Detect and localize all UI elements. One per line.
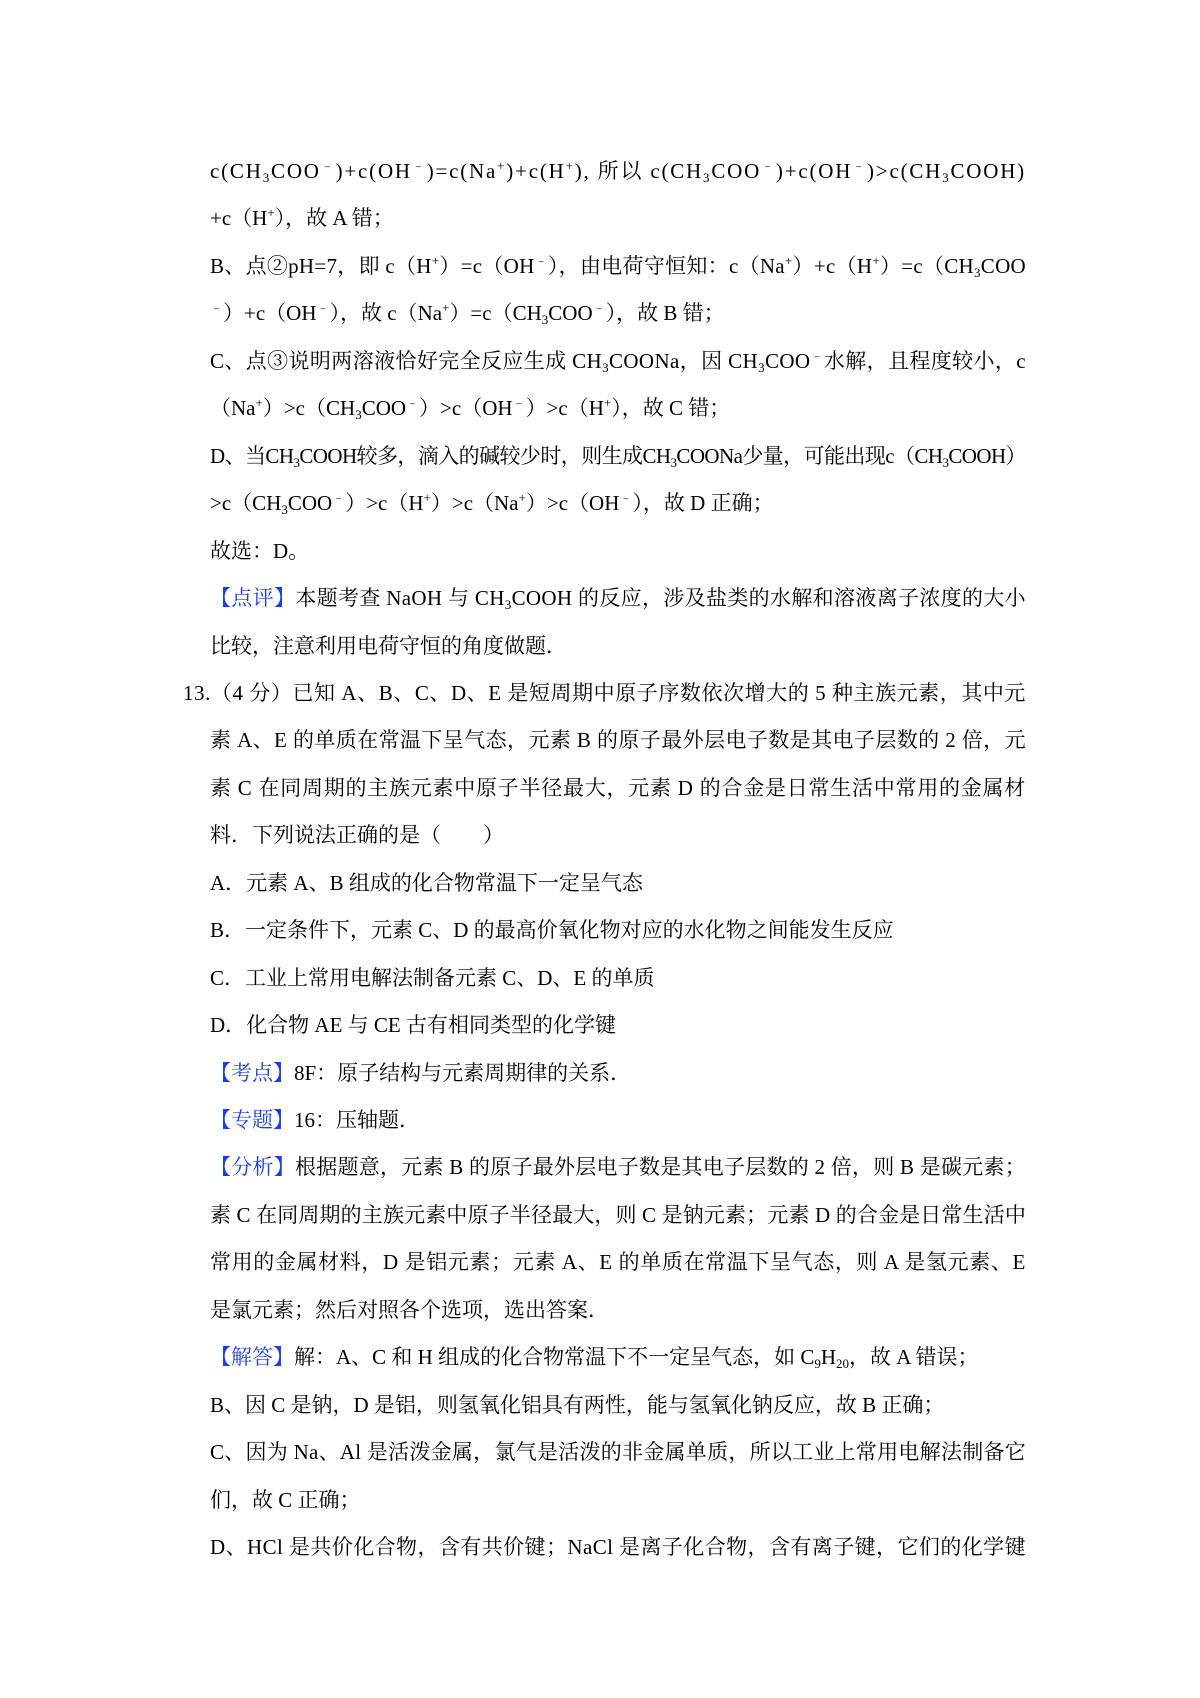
text-line [210, 631, 1026, 661]
text-run: ）>c（OH [419, 396, 513, 421]
text-run: D、HCl 是共价化合物，含有共价键；NaCl 是离子化合物，含有离子键，它们的化学键 [210, 1535, 1026, 1560]
text-line-content [210, 1010, 616, 1040]
text-line [210, 773, 1026, 803]
text-line [210, 1010, 1026, 1040]
text-line-content [210, 488, 774, 518]
subscript: 3 [541, 312, 549, 328]
text-line [210, 915, 1026, 945]
section-label: 【解答】 [210, 1345, 294, 1370]
text-run: 本题考查 NaOH 与 CH [295, 586, 505, 611]
text-run: >c（CH [210, 491, 282, 516]
text-line-content [210, 536, 309, 566]
text-line-content [210, 773, 1026, 803]
superscript: + [872, 252, 880, 268]
text-run: 常用的金属材料，D 是铝元素；元素 A、E 的单质在常温下呈气态，则 A 是氢元素、E [210, 1250, 1026, 1275]
subscript: 3 [281, 502, 288, 518]
text-run: COO [361, 396, 407, 421]
subscript: 3 [942, 454, 949, 470]
subscript: 3 [504, 597, 512, 613]
superscript: ﹣ [512, 395, 526, 411]
section-label: 【点评】 [210, 586, 296, 611]
text-run: 解：A、C 和 H 组成的化合物常温下不一定呈气态，如 C [294, 1345, 815, 1370]
superscript: ﹣ [320, 158, 336, 173]
superscript: ﹣ [619, 490, 633, 506]
superscript: ﹣ [592, 300, 606, 316]
text-run: +c（H [210, 206, 268, 231]
subscript: 3 [293, 454, 300, 470]
text-run: 13.（4 分）已知 A、B、C、D、E 是短周期中原子序数依次增大的 5 种主族元素，其中元 [183, 680, 1026, 705]
text-run: COO [271, 159, 321, 183]
text-line-content [210, 346, 1026, 376]
text-line [210, 1152, 1026, 1182]
superscript: ﹣ [852, 158, 868, 173]
text-run: ，故 A 错误； [849, 1345, 979, 1370]
section-label: 【分析】 [210, 1155, 295, 1180]
text-line [210, 1295, 1026, 1325]
subscript: 3 [942, 170, 951, 185]
text-run: COO [548, 301, 593, 326]
text-run: ）+c（OH [223, 301, 317, 326]
text-line [210, 393, 1026, 423]
text-line-content [210, 1058, 631, 1088]
subscript: 3 [758, 359, 765, 375]
text-run: H [820, 1345, 837, 1370]
text-line-content [210, 1152, 1026, 1182]
text-line-content [183, 678, 1026, 708]
text-run: 根据题意，元素 B 的原子最外层电子数是其电子层数的 2 倍，则 B 是碳元素； [295, 1155, 1026, 1180]
text-run: ），由电荷守恒知：c（Na [547, 253, 785, 278]
superscript: + [497, 158, 507, 173]
text-run: B、点②pH=7，即 c（H [210, 253, 432, 278]
text-line [210, 1342, 1026, 1372]
superscript: + [423, 490, 431, 506]
text-run: ），故 A 错； [274, 206, 394, 231]
subscript: 3 [262, 170, 272, 185]
section-label: 【专题】 [210, 1108, 294, 1132]
text-run: 比较，注意利用电荷守恒的角度做题． [210, 633, 567, 658]
text-run: ），故 D 正确； [632, 491, 774, 516]
text-run: )+c(H [506, 159, 566, 183]
superscript: ﹣ [534, 252, 548, 268]
subscript: 3 [355, 407, 362, 423]
text-line-content [210, 631, 567, 661]
text-line [210, 1105, 1026, 1135]
text-line-content [210, 963, 655, 993]
superscript: ﹣ [332, 490, 346, 506]
superscript: + [442, 300, 450, 316]
text-run: COONa少量，可能出现c（CH [676, 443, 943, 468]
text-run: COOH) [950, 159, 1026, 183]
text-run: 料．下列说法正确的是（ ） [210, 823, 504, 848]
text-run: C、点③说明两溶液恰好完全反应生成 CH [210, 348, 603, 373]
text-run: ), 所以 c(CH [574, 159, 704, 183]
text-line [210, 441, 1026, 471]
superscript: + [431, 252, 440, 268]
superscript: + [603, 395, 612, 411]
text-run: COO [711, 159, 762, 183]
text-run: c(CH [210, 159, 263, 183]
text-line [210, 488, 1026, 518]
text-line [210, 1247, 1026, 1277]
text-line-content [210, 1295, 609, 1325]
text-run: ）=c（CH [879, 253, 974, 278]
text-line-content [210, 1247, 1026, 1277]
text-run: A．元素 A、B 组成的化合物常温下一定呈气态 [210, 870, 643, 895]
subscript: 20 [836, 1356, 850, 1372]
text-run: COOH 的反应，涉及盐类的水解和溶液离子浓度的大小 [511, 586, 1027, 611]
text-line-content [210, 298, 725, 328]
text-line [183, 678, 1026, 708]
text-line-content [210, 156, 1026, 186]
text-run: ）+c（H [792, 253, 873, 278]
superscript: ﹣ [411, 158, 427, 173]
subscript: 3 [602, 359, 609, 375]
superscript: + [784, 252, 793, 268]
text-line-content [210, 1485, 361, 1515]
text-run: 是氯元素；然后对照各个选项，选出答案． [210, 1297, 609, 1322]
text-run: B．一定条件下，元素 C、D 的最高价氧化物对应的水化物之间能发生反应 [210, 918, 894, 943]
text-line-content [210, 1437, 1026, 1467]
text-line-content [210, 583, 1026, 613]
text-run: D．化合物 AE 与 CE 古有相同类型的化学键 [210, 1013, 616, 1038]
text-line [210, 536, 1026, 566]
text-run: )>c(CH [867, 159, 943, 183]
text-line [210, 346, 1026, 376]
text-run: 16：压轴题． [294, 1108, 420, 1132]
subscript: 9 [814, 1356, 821, 1372]
text-line [210, 1437, 1026, 1467]
text-run: ），故 C 错； [611, 396, 731, 421]
text-run: COONa，因 CH [608, 348, 759, 373]
text-run: 们，故 C 正确； [210, 1487, 361, 1512]
text-run: )=c(Na [426, 159, 498, 183]
text-line-content [210, 1200, 1026, 1230]
text-run: C．工业上常用电解法制备元素 C、D、E 的单质 [210, 965, 655, 990]
text-run: ）>c（CH [262, 396, 356, 421]
text-line [210, 1200, 1026, 1230]
text-line-content [210, 868, 643, 898]
section-label: 【考点】 [210, 1060, 294, 1085]
text-line-content [210, 1342, 979, 1372]
superscript: ﹣ [406, 395, 420, 411]
text-run: 素 C 在同周期的主族元素中原子半径最大，则 C 是钠元素；元素 D 的合金是日常生活中 [210, 1202, 1026, 1227]
text-line [210, 298, 1026, 328]
text-run: 素 C 在同周期的主族元素中原子半径最大，元素 D 的合金是日常生活中常用的金属材 [210, 775, 1026, 800]
text-run: ）=c（OH [439, 253, 535, 278]
text-line-content [210, 203, 394, 233]
text-line-content [210, 1390, 944, 1420]
text-line [210, 203, 1026, 233]
text-line [210, 963, 1026, 993]
text-run: 8F：原子结构与元素周期律的关系． [294, 1060, 632, 1085]
text-run: COOH较多，滴入的碱较少时，则生成CH [299, 443, 671, 468]
text-line-content [210, 915, 894, 945]
text-line [210, 251, 1026, 281]
superscript: + [255, 395, 263, 411]
text-run: ）=c（CH [449, 301, 542, 326]
text-run: ）>c（H [345, 491, 424, 516]
text-line-content [210, 393, 730, 423]
text-run: ）>c（OH [525, 491, 620, 516]
text-run: )+c(OH [335, 159, 412, 183]
text-run: （Na [210, 396, 256, 421]
text-line-content [210, 1105, 420, 1135]
text-line [210, 1532, 1026, 1562]
superscript: + [565, 158, 575, 173]
text-run: ），故 c（Na [329, 301, 443, 326]
text-run: COO [980, 253, 1026, 278]
superscript: ﹣ [810, 347, 824, 363]
text-run: COO [287, 491, 333, 516]
text-line [210, 583, 1026, 613]
text-run: D、当CH [210, 443, 294, 468]
text-line-content [210, 441, 1026, 471]
text-run: 素 A、E 的单质在常温下呈气态，元素 B 的原子最外层电子数是其电子层数的 2 倍，元 [210, 728, 1026, 753]
text-run: ）>c（Na [430, 491, 519, 516]
text-run: B、因 C 是钠，D 是铝，则氢氧化铝具有两性，能与氢氧化钠反应，故 B 正确； [210, 1392, 945, 1417]
text-run: COOH） [948, 443, 1026, 468]
text-run: ）>c（H [525, 396, 604, 421]
text-run: C、因为 Na、Al 是活泼金属，氯气是活泼的非金属单质，所以工业上常用电解法制备它 [210, 1440, 1026, 1465]
superscript: + [518, 490, 526, 506]
subscript: 3 [703, 170, 712, 185]
text-line [210, 156, 1026, 186]
subscript: 3 [974, 264, 981, 280]
text-line-content [210, 251, 1026, 281]
text-run: ），故 B 错； [605, 301, 725, 326]
superscript: + [267, 205, 275, 221]
text-line [210, 868, 1026, 898]
text-run: COO [764, 348, 811, 373]
superscript: ﹣ [761, 158, 776, 173]
superscript: ﹣ [316, 300, 330, 316]
text-line-content [210, 725, 1026, 755]
text-run: 水解，且程度较小，c [823, 348, 1026, 373]
text-line [210, 1485, 1026, 1515]
text-run: 故选：D。 [210, 538, 310, 563]
text-line [210, 1058, 1026, 1088]
text-line [210, 1390, 1026, 1420]
superscript: ﹣ [210, 300, 224, 316]
text-run: )+c(OH [775, 159, 853, 183]
text-line [210, 725, 1026, 755]
text-line-content [210, 1532, 1026, 1562]
subscript: 3 [670, 454, 677, 470]
text-line-content [210, 820, 504, 850]
text-line [210, 820, 1026, 850]
